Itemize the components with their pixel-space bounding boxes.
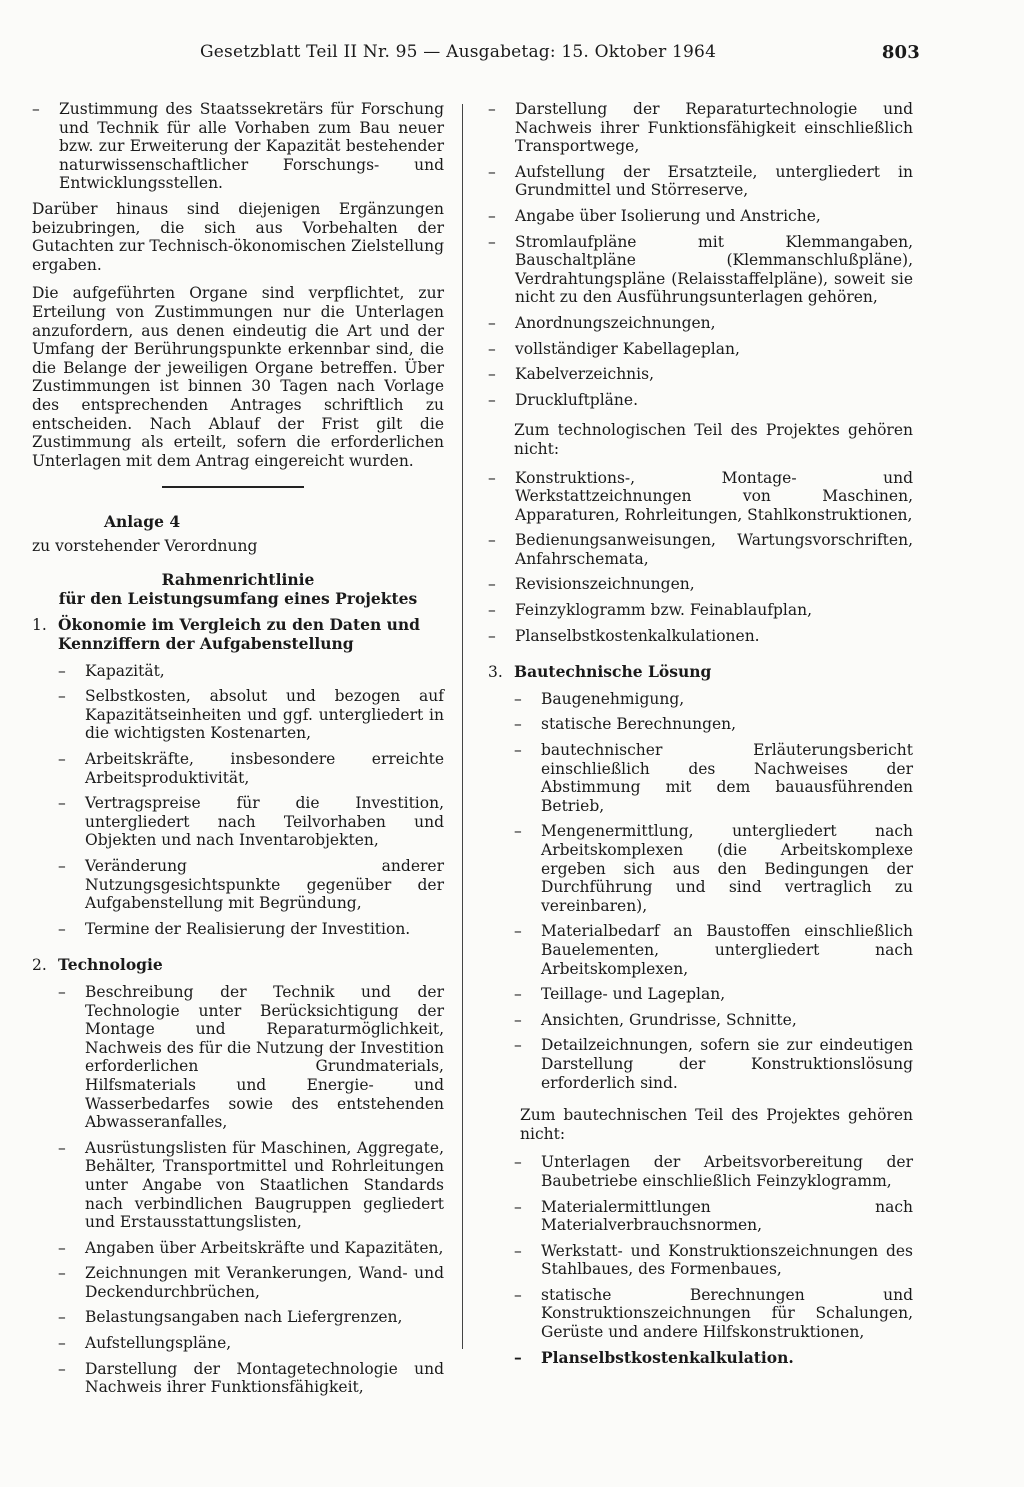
title-line: für den Leistungsumfang eines Projektes [58,588,418,608]
section-label: Bautechnische Lösung [514,662,712,682]
list-item: – Beschreibung der Technik und der Technologie unter Berücksichtigung der Montage und Reparaturmöglichkeit, Nachweis des für die Nutzung der Investition erforderlichen Grundmaterials, Hilfsmaterials und Energie- und Wasserbedarfes sowie des entstehenden Abwasseranfalles, [58,982,444,1132]
list-item: – statische Berechnungen und Konstruktionszeichnungen für Schalungen, Gerüste und andere Hilfskonstruktionen, [514,1285,913,1342]
list-item: – Feinzyklogramm bzw. Feinablaufplan, [488,601,813,620]
list-item: – Bedienungsanweisungen, Wartungsvorschriften, Anfahrschemata, [488,531,913,568]
list-item: – Konstruktions-, Montage- und Werkstattzeichnungen von Maschinen, Apparaturen, Rohrleitungen, Stahlkonstruktionen, [488,468,913,524]
running-header [200,42,920,70]
list-item: – Werkstatt- und Konstruktionszeichnungen des Stahlbaues, des Formenbaues, [514,1241,913,1279]
list-item: – Arbeitskräfte, insbesondere erreichte Arbeitsproduktivität, [58,750,444,787]
paragraph: Die aufgeführten Organe sind verpflichtet, zur Erteilung von Zustimmungen nur die Unterlagen anzufordern, aus denen eindeutig die Art und der Umfang der Berührungspunkte erkennbar sind, die die Belange der jeweiligen Organe betreffen. Über Zustimmungen ist binnen 30 Tagen nach Vorlage des entsprechenden Antrages schriftlich zu entscheiden. Nach Ablauf der Frist gilt die Zustimmung als erteilt, sofern die erforderlichen Unterlagen mit dem Antrag eingereicht wurden. [32,284,444,470]
running-head-text: Gesetzblatt Teil II Nr. 95 — Ausgabetag: 15. Oktober 1964 [200,42,717,62]
list-item: – Ansichten, Grundrisse, Schnitte, [514,1010,797,1029]
list-item: – Teillage- und Lageplan, [514,985,726,1004]
list-item: – Planselbstkostenkalkulationen. [488,626,760,645]
list-item: – Zustimmung des Staatssekretärs für Forschung und Technik für alle Vorhaben zum Bau neuer bzw. zur Erweiterung der Kapazität bestehender naturwissenschaftlicher Forschungs- und Entwicklungsstellen. [32,100,444,193]
paragraph: Zum technologischen Teil des Projektes gehören nicht: [514,421,913,458]
list-item: – Darstellung der Reparaturtechnologie und Nachweis ihrer Funktionsfähigkeit einschließlich Transportwege, [488,100,913,156]
list-item: – Vertragspreise für die Investition, untergliedert nach Teilvorhaben und Objekten und nach Inventarobjekten, [58,794,444,850]
list-item: – statische Berechnungen, [514,715,737,734]
column-divider [462,104,463,1349]
list-item: – Unterlagen der Arbeitsvorbereitung der Baubetriebe einschließlich Feinzyklogramm, [514,1153,913,1190]
list-item: – Stromlaufpläne mit Klemmangaben, Bauschaltpläne (Klemmanschlußpläne), Verdrahtungspläne (Relaisstaffelpläne), soweit sie nicht zu den Ausführungsunterlagen gehören, [488,232,913,307]
list-item: – Revisionszeichnungen, [488,575,695,594]
list-item: – Baugenehmigung, [514,689,685,708]
list-item: – Ausrüstungslisten für Maschinen, Aggregate, Behälter, Transportmittel und Rohrleitungen unter Angabe von Staatlichen Standards nach verbindlichen Baugruppen gegliedert und Erstausstattungslisten, [58,1138,444,1232]
list-item: – Darstellung der Montagetechnologie und Nachweis ihrer Funktionsfähigkeit, [58,1359,444,1397]
list-item: – Detailzeichnungen, sofern sie zur eindeutigen Darstellung der Konstruktionslösung erforderlich sind. [514,1036,913,1092]
separator-rule [162,486,304,488]
section-list [488,100,913,409]
section-heading [488,663,913,682]
section-number: 2. [32,956,47,975]
list-item: – Angabe über Isolierung und Anstriche, [488,206,821,225]
section-list [32,662,444,939]
annex-subheading: zu vorstehender Verordnung [32,537,258,556]
intro-list [32,100,444,193]
paragraph: Darüber hinaus sind diejenigen Ergänzungen beizubringen, die sich aus Vorbehalten der Gutachten zur Technisch-ökonomischen Zielstellung ergaben. [32,199,444,274]
left-column [32,100,444,1404]
list-item: – Anordnungszeichnungen, [488,313,716,332]
list-item: – Veränderung anderer Nutzungsgesichtspunkte gegenüber der Aufgabenstellung mit Begründung, [58,857,444,913]
section-label: Technologie [58,955,163,975]
section-heading [32,956,444,975]
list-item: – vollständiger Kabellageplan, [488,339,740,358]
list-item: – Aufstellung der Ersatzteile, untergliedert in Grundmittel und Störreserve, [488,162,913,200]
list-item: – Angaben über Arbeitskräfte und Kapazitäten, [58,1238,444,1257]
list-item: – Termine der Realisierung der Investition. [58,919,411,938]
section-number: 3. [488,663,503,682]
annex-heading: Anlage 4 [104,512,181,532]
section-number: 1. [32,616,47,635]
section-heading [32,616,444,653]
paragraph: Zum bautechnischen Teil des Projektes gehören nicht: [520,1106,913,1143]
list-item: – Materialermittlungen nach Materialverbrauchsnormen, [514,1197,913,1235]
section-list [488,469,913,646]
right-column [488,100,913,1374]
list-item: – Belastungsangaben nach Liefergrenzen, [58,1308,403,1327]
list-item: – Aufstellungspläne, [58,1334,232,1353]
document-title [32,571,444,608]
section-list [488,690,913,1092]
list-item: – Materialbedarf an Baustoffen einschließlich Bauelementen, untergliedert nach Arbeitskomplexen, [514,922,913,978]
list-item: – bautechnischer Erläuterungsbericht einschließlich des Nachweises der Abstimmung mit dem bauausführenden Betrieb, [514,741,913,815]
list-item: – Druckluftpläne. [488,390,639,409]
section-list [488,1153,913,1367]
section-label: Ökonomie im Vergleich zu den Daten und Kennziffern der Aufgabenstellung [58,615,421,654]
list-item: – Selbstkosten, absolut und bezogen auf Kapazitätseinheiten und ggf. untergliedert in die wichtigsten Kostenarten, [58,687,444,743]
page-number: 803 [881,42,920,63]
list-item: – Mengenermittlung, untergliedert nach Arbeitskomplexen (die Arbeitskomplexe ergeben sich aus den Bedingungen der Durchführung und sind vertraglich zu vereinbaren), [514,822,913,915]
list-item: – Planselbstkostenkalkulation. [514,1347,794,1367]
title-line: Rahmenrichtlinie [161,570,315,590]
list-item: – Zeichnungen mit Verankerungen, Wand- und Deckendurchbrüchen, [58,1264,444,1301]
list-item: – Kapazität, [58,661,165,680]
section-list [32,983,444,1397]
list-item: – Kabelverzeichnis, [488,365,654,384]
